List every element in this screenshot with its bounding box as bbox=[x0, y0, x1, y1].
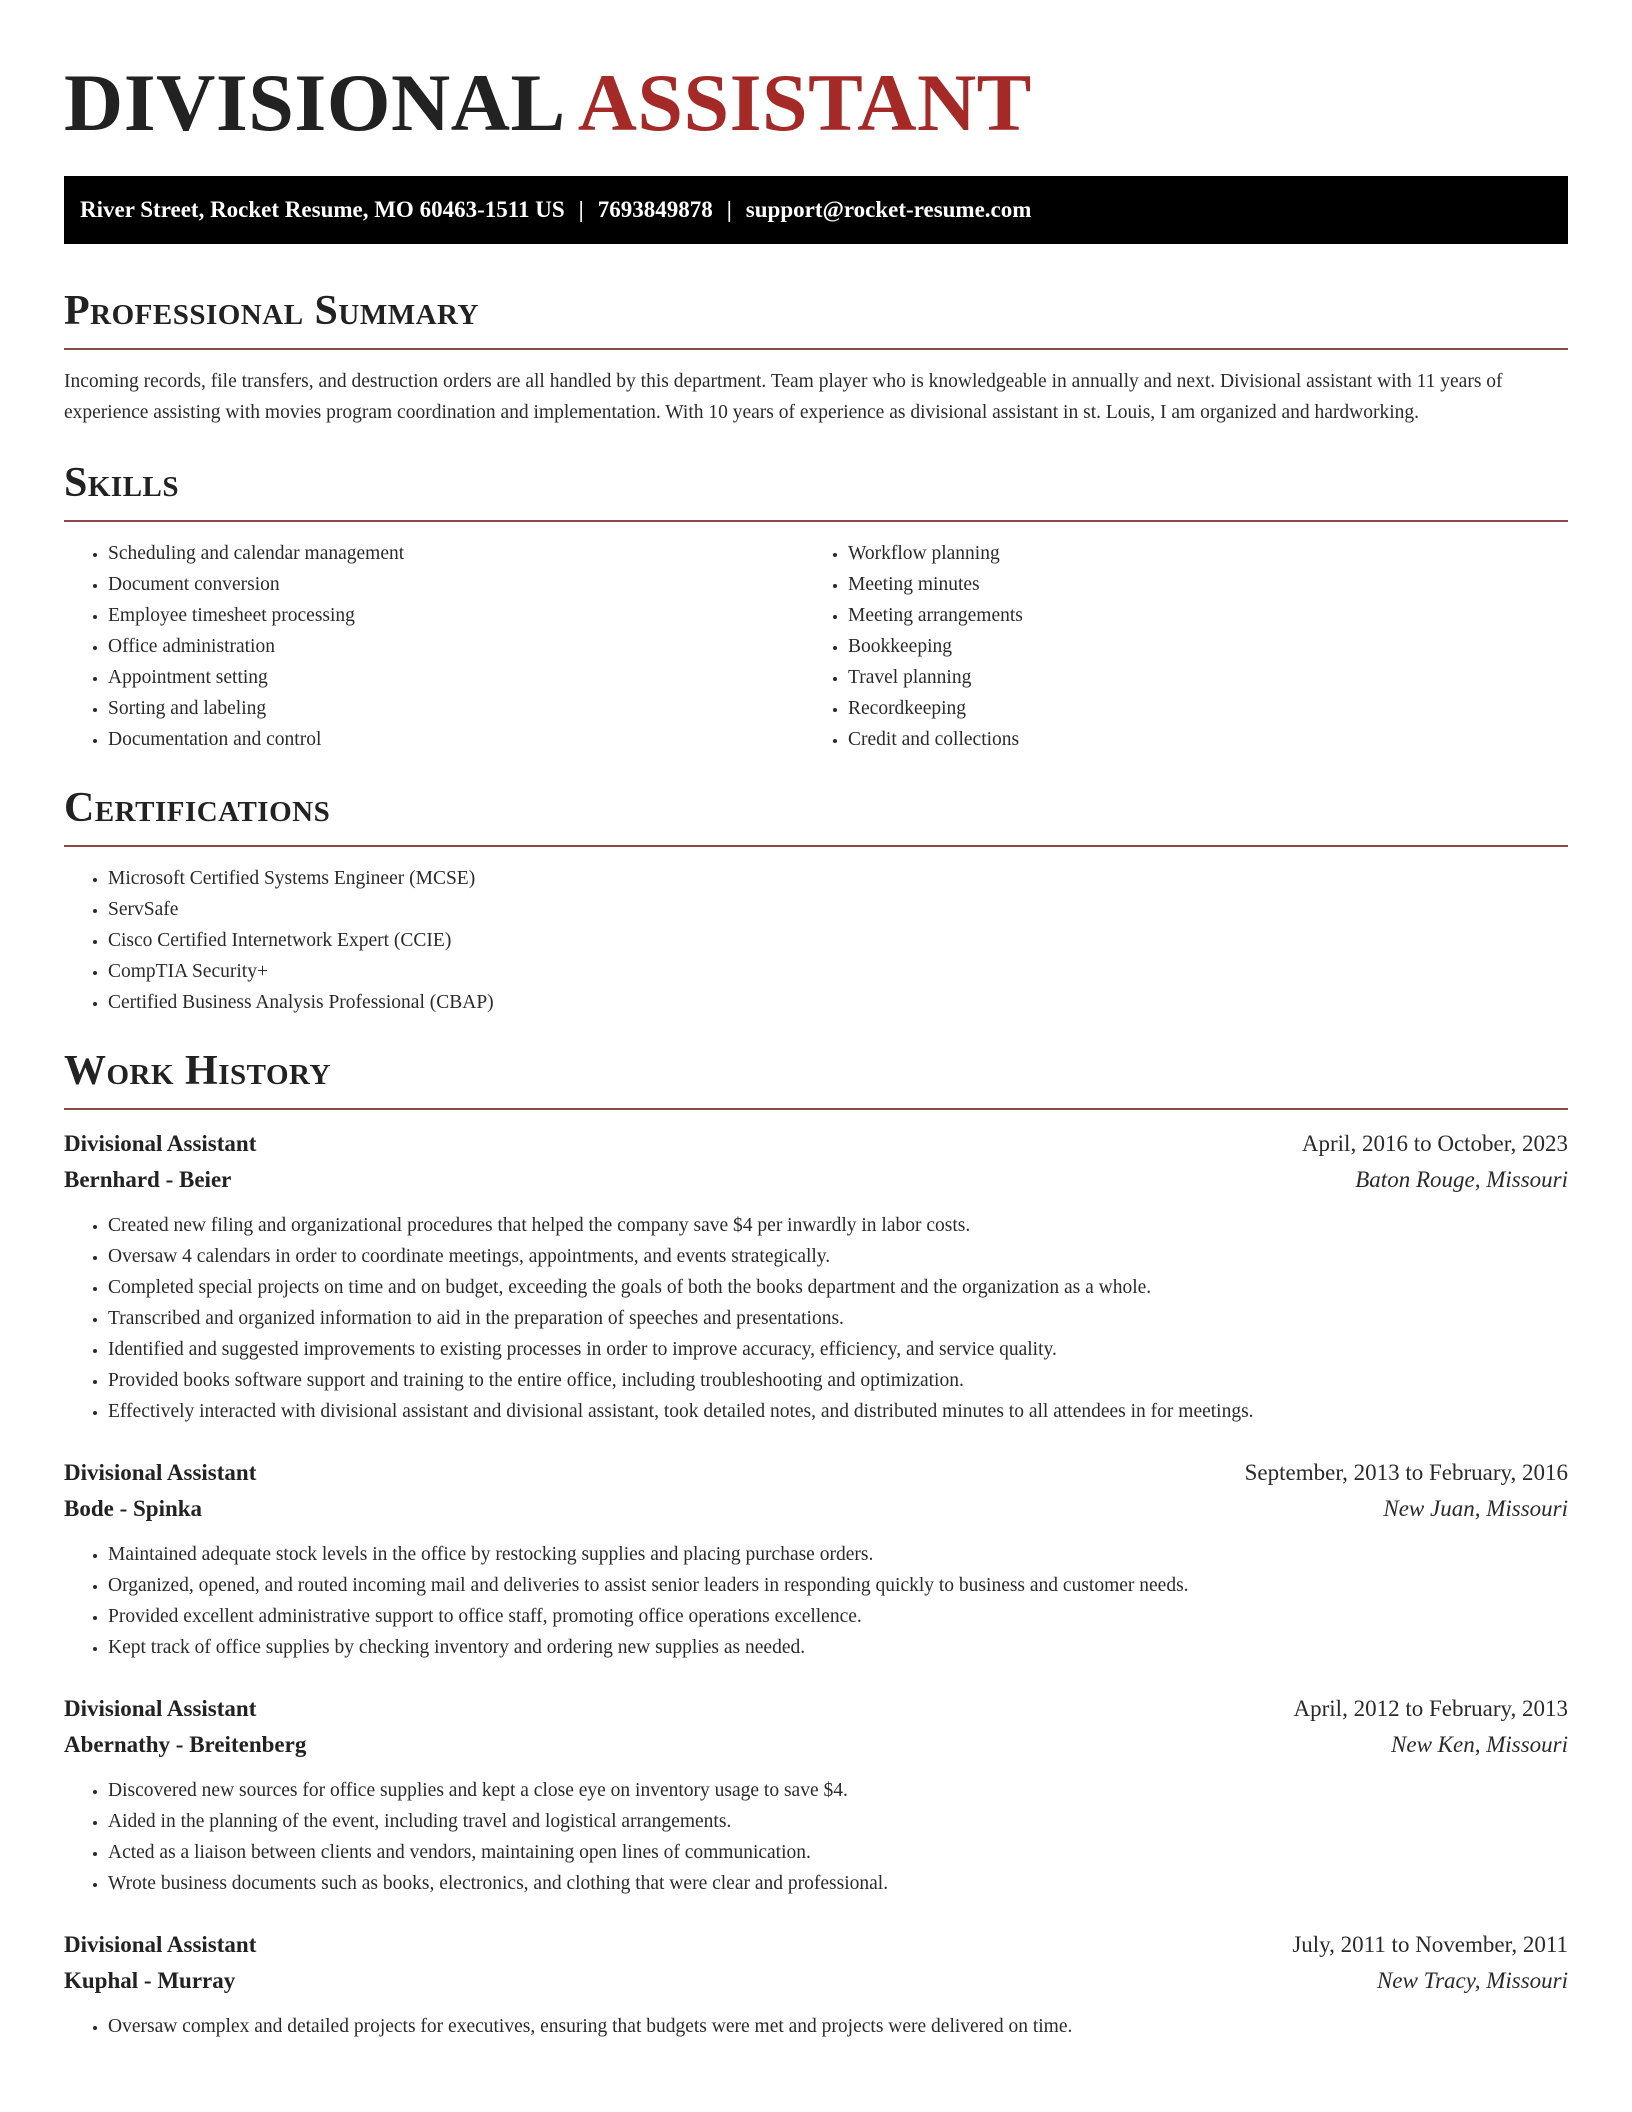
contact-separator: | bbox=[726, 197, 732, 222]
certification-item: • ServSafe bbox=[108, 894, 1568, 925]
skill-item: • Sorting and labeling bbox=[108, 693, 804, 724]
job-bullet: • Provided books software support and training to the entire office, including troubleshooting and optimization. bbox=[108, 1365, 1568, 1396]
section-divider bbox=[64, 1108, 1568, 1110]
skill-item: • Documentation and control bbox=[108, 724, 804, 755]
job-bullets bbox=[64, 1539, 1568, 1663]
resume-name bbox=[64, 0, 1568, 148]
skill-item: • Appointment setting bbox=[108, 662, 804, 693]
job-bullet: • Identified and suggested improvements to existing processes in order to improve accuracy, efficiency, and service quality. bbox=[108, 1334, 1568, 1365]
skills-list-right bbox=[804, 538, 1544, 755]
job-entry bbox=[64, 1455, 1568, 1663]
job-dates: July, 2011 to November, 2011 bbox=[1292, 1932, 1568, 1957]
job-company: Bode - Spinka bbox=[64, 1496, 203, 1521]
section-title-certifications: Certifications bbox=[64, 785, 331, 831]
job-company: Abernathy - Breitenberg bbox=[64, 1732, 307, 1757]
skills-column-left bbox=[64, 538, 804, 755]
summary-text: Incoming records, file transfers, and destruction orders are all handled by this department. Team player who is knowledgeable in annually and next. Divisional assistant with 11 years of experience assisting with movies program coordination and implementation. With 10 years of experience as divisional assistant in st. Louis, I am organized and hardworking. bbox=[64, 371, 1503, 423]
job-bullet: • Discovered new sources for office supplies and kept a close eye on inventory usage to save $4. bbox=[108, 1775, 1568, 1806]
certification-item: • Cisco Certified Internetwork Expert (CCIE) bbox=[108, 925, 1568, 956]
job-dates: September, 2013 to February, 2016 bbox=[1244, 1460, 1568, 1485]
certifications-section bbox=[64, 783, 1568, 1018]
section-divider bbox=[64, 845, 1568, 847]
skill-item: • Meeting minutes bbox=[848, 569, 1544, 600]
job-header-row bbox=[64, 1691, 1568, 1727]
certification-item: • Certified Business Analysis Professional (CBAP) bbox=[108, 987, 1568, 1018]
section-divider bbox=[64, 520, 1568, 522]
job-entry bbox=[64, 1691, 1568, 1899]
job-bullet: • Organized, opened, and routed incoming mail and deliveries to assist senior leaders in responding quickly to business and customer needs. bbox=[108, 1570, 1568, 1601]
skills-list-left bbox=[64, 538, 804, 755]
job-bullets bbox=[64, 1210, 1568, 1427]
job-title: Divisional Assistant bbox=[64, 1932, 257, 1957]
job-header-row bbox=[64, 1455, 1568, 1491]
skill-item: • Meeting arrangements bbox=[848, 600, 1544, 631]
section-title-summary: Professional Summary bbox=[64, 288, 479, 334]
job-bullets bbox=[64, 1775, 1568, 1899]
name-last: ASSISTANT bbox=[577, 57, 1032, 148]
skill-item: • Bookkeeping bbox=[848, 631, 1544, 662]
job-entry bbox=[64, 1927, 1568, 2042]
job-location: New Tracy, Missouri bbox=[1376, 1968, 1568, 1993]
job-location: Baton Rouge, Missouri bbox=[1355, 1167, 1568, 1192]
job-location: New Ken, Missouri bbox=[1391, 1732, 1568, 1757]
job-bullet: • Kept track of office supplies by checking inventory and ordering new supplies as needed. bbox=[108, 1632, 1568, 1663]
skill-item: • Credit and collections bbox=[848, 724, 1544, 755]
job-bullet: • Provided excellent administrative support to office staff, promoting office operations excellence. bbox=[108, 1601, 1568, 1632]
job-bullet: • Maintained adequate stock levels in the office by restocking supplies and placing purchase orders. bbox=[108, 1539, 1568, 1570]
contact-bar bbox=[64, 176, 1568, 244]
skill-item: • Travel planning bbox=[848, 662, 1544, 693]
contact-email: support@rocket-resume.com bbox=[745, 197, 1032, 222]
section-title-skills: Skills bbox=[64, 460, 180, 506]
job-company-row bbox=[64, 1491, 1568, 1527]
job-company: Bernhard - Beier bbox=[64, 1167, 232, 1192]
job-company-row bbox=[64, 1727, 1568, 1763]
skill-item: • Office administration bbox=[108, 631, 804, 662]
job-bullet: • Created new filing and organizational procedures that helped the company save $4 per inwardly in labor costs. bbox=[108, 1210, 1568, 1241]
contact-separator: | bbox=[578, 197, 584, 222]
job-company: Kuphal - Murray bbox=[64, 1968, 236, 1993]
job-title: Divisional Assistant bbox=[64, 1131, 257, 1156]
contact-phone: 7693849878 bbox=[597, 197, 713, 222]
job-title: Divisional Assistant bbox=[64, 1696, 257, 1721]
skill-item: • Workflow planning bbox=[848, 538, 1544, 569]
job-bullet: • Wrote business documents such as books, electronics, and clothing that were clear and professional. bbox=[108, 1868, 1568, 1899]
section-title-work-history: Work History bbox=[64, 1048, 331, 1094]
job-header-row bbox=[64, 1927, 1568, 1963]
job-bullet: • Aided in the planning of the event, including travel and logistical arrangements. bbox=[108, 1806, 1568, 1837]
job-bullets bbox=[64, 2011, 1568, 2042]
skills-column-right bbox=[804, 538, 1544, 755]
job-dates: April, 2016 to October, 2023 bbox=[1301, 1131, 1568, 1156]
contact-address: River Street, Rocket Resume, MO 60463-1511 US bbox=[80, 197, 565, 222]
skills-section bbox=[64, 458, 1568, 755]
job-bullet: • Oversaw 4 calendars in order to coordinate meetings, appointments, and events strategically. bbox=[108, 1241, 1568, 1272]
job-bullet: • Transcribed and organized information to aid in the preparation of speeches and presentations. bbox=[108, 1303, 1568, 1334]
skill-item: • Recordkeeping bbox=[848, 693, 1544, 724]
certifications-list bbox=[64, 863, 1568, 1018]
skill-item: • Employee timesheet processing bbox=[108, 600, 804, 631]
job-bullet: • Oversaw complex and detailed projects for executives, ensuring that budgets were met and projects were delivered on time. bbox=[108, 2011, 1568, 2042]
name-first: DIVISIONAL bbox=[64, 57, 566, 148]
work-history-section bbox=[64, 1046, 1568, 2042]
job-bullet: • Effectively interacted with divisional assistant and divisional assistant, took detailed notes, and distributed minutes to all attendees in for meetings. bbox=[108, 1396, 1568, 1427]
job-dates: April, 2012 to February, 2013 bbox=[1293, 1696, 1568, 1721]
skill-item: • Document conversion bbox=[108, 569, 804, 600]
skill-item: • Scheduling and calendar management bbox=[108, 538, 804, 569]
section-divider bbox=[64, 348, 1568, 350]
job-company-row bbox=[64, 1963, 1568, 1999]
job-title: Divisional Assistant bbox=[64, 1460, 257, 1485]
job-bullet: • Acted as a liaison between clients and vendors, maintaining open lines of communication. bbox=[108, 1837, 1568, 1868]
certification-item: • Microsoft Certified Systems Engineer (MCSE) bbox=[108, 863, 1568, 894]
job-bullet: • Completed special projects on time and on budget, exceeding the goals of both the books department and the organization as a whole. bbox=[108, 1272, 1568, 1303]
job-company-row bbox=[64, 1162, 1568, 1198]
job-entry bbox=[64, 1126, 1568, 1427]
job-header-row bbox=[64, 1126, 1568, 1162]
summary-section bbox=[64, 286, 1568, 428]
certification-item: • CompTIA Security+ bbox=[108, 956, 1568, 987]
job-location: New Juan, Missouri bbox=[1383, 1496, 1568, 1521]
skills-grid bbox=[64, 538, 1568, 755]
